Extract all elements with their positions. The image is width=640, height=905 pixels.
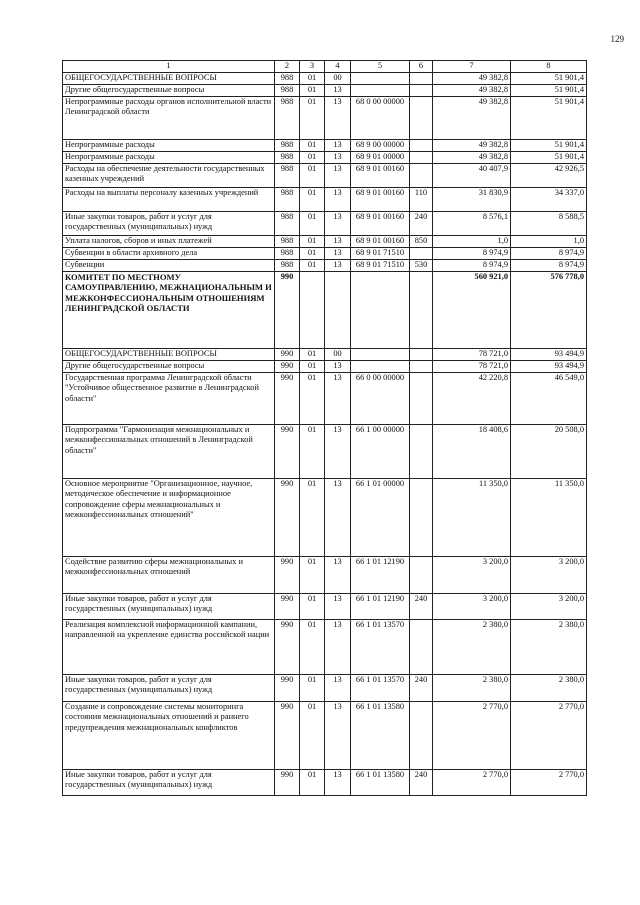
expense-type-cell [410, 478, 433, 556]
subsection-code-cell: 13 [325, 163, 351, 187]
amount-year2-cell: 34 337,0 [511, 187, 587, 211]
row-name-cell: Подпрограмма "Гармонизация межнациональных и межконфессиональных отношений в Ленинградской области" [63, 424, 275, 478]
header-cell: 8 [511, 61, 587, 73]
subsection-code-cell: 00 [325, 348, 351, 360]
target-article-cell: 68 9 00 00000 [351, 139, 410, 151]
section-code-cell: 01 [300, 96, 325, 139]
row-name-cell: ОБЩЕГОСУДАРСТВЕННЫЕ ВОПРОСЫ [63, 72, 275, 84]
table-row [63, 593, 587, 619]
section-code-cell: 01 [300, 478, 325, 556]
target-article-cell: 66 0 00 00000 [351, 372, 410, 424]
amount-year2-cell: 8 974,9 [511, 259, 587, 271]
expense-type-cell [410, 701, 433, 769]
subsection-code-cell: 13 [325, 372, 351, 424]
ministry-code-cell: 990 [275, 360, 300, 372]
table-row [63, 619, 587, 674]
row-name-cell: Основное мероприятие "Организационное, научное, методическое обеспечение и информационное сопровождение сферы межнациональных и межконфессиональных отношений" [63, 478, 275, 556]
ministry-code-cell: 990 [275, 556, 300, 593]
target-article-cell: 68 9 01 71510 [351, 247, 410, 259]
table-row [63, 478, 587, 556]
table-row [63, 271, 587, 348]
section-code-cell [300, 271, 325, 348]
table-row [63, 360, 587, 372]
expense-type-cell [410, 247, 433, 259]
row-name-cell: Непрограммные расходы [63, 139, 275, 151]
ministry-code-cell: 988 [275, 72, 300, 84]
amount-year2-cell: 51 901,4 [511, 72, 587, 84]
row-name-cell: Уплата налогов, сборов и иных платежей [63, 235, 275, 247]
subsection-code-cell: 13 [325, 701, 351, 769]
row-name-cell: Создание и сопровождение системы мониторинга состояния межнациональных отношений и раннего предупреждения межнациональных конфликтов [63, 701, 275, 769]
header-cell: 4 [325, 61, 351, 73]
target-article-cell [351, 271, 410, 348]
target-article-cell: 66 1 01 13570 [351, 674, 410, 701]
table-row [63, 235, 587, 247]
subsection-code-cell: 13 [325, 187, 351, 211]
target-article-cell [351, 348, 410, 360]
table-row [63, 247, 587, 259]
amount-year1-cell: 78 721,0 [433, 348, 511, 360]
amount-year2-cell: 3 200,0 [511, 556, 587, 593]
row-name-cell: Непрограммные расходы органов исполнительной власти Ленинградской области [63, 96, 275, 139]
amount-year1-cell: 2 380,0 [433, 619, 511, 674]
expense-type-cell [410, 151, 433, 163]
ministry-code-cell: 990 [275, 424, 300, 478]
amount-year1-cell: 40 407,9 [433, 163, 511, 187]
ministry-code-cell: 990 [275, 619, 300, 674]
target-article-cell [351, 360, 410, 372]
amount-year1-cell: 31 830,9 [433, 187, 511, 211]
row-name-cell: ОБЩЕГОСУДАРСТВЕННЫЕ ВОПРОСЫ [63, 348, 275, 360]
subsection-code-cell: 13 [325, 84, 351, 96]
subsection-code-cell: 13 [325, 247, 351, 259]
target-article-cell: 68 9 01 00160 [351, 211, 410, 235]
ministry-code-cell: 990 [275, 348, 300, 360]
expense-type-cell [410, 372, 433, 424]
table-row [63, 151, 587, 163]
subsection-code-cell [325, 271, 351, 348]
expense-type-cell: 240 [410, 211, 433, 235]
subsection-code-cell: 13 [325, 769, 351, 795]
subsection-code-cell: 13 [325, 674, 351, 701]
table-row [63, 72, 587, 84]
expense-type-cell [410, 619, 433, 674]
amount-year2-cell: 3 200,0 [511, 593, 587, 619]
amount-year1-cell: 3 200,0 [433, 593, 511, 619]
expense-type-cell: 240 [410, 674, 433, 701]
table-row [63, 84, 587, 96]
header-cell: 5 [351, 61, 410, 73]
row-name-cell: Содействие развитию сферы межнациональных и межконфессиональных отношений [63, 556, 275, 593]
section-code-cell: 01 [300, 72, 325, 84]
section-code-cell: 01 [300, 211, 325, 235]
ministry-code-cell: 988 [275, 247, 300, 259]
ministry-code-cell: 988 [275, 187, 300, 211]
section-code-cell: 01 [300, 372, 325, 424]
row-name-cell: Иные закупки товаров, работ и услуг для государственных (муниципальных) нужд [63, 593, 275, 619]
page-number: 129 [610, 34, 624, 44]
amount-year2-cell: 576 778,0 [511, 271, 587, 348]
amount-year1-cell: 2 770,0 [433, 701, 511, 769]
header-cell: 1 [63, 61, 275, 73]
section-code-cell: 01 [300, 556, 325, 593]
row-name-cell: Другие общегосударственные вопросы [63, 84, 275, 96]
ministry-code-cell: 990 [275, 372, 300, 424]
amount-year1-cell: 8 974,9 [433, 247, 511, 259]
expense-type-cell [410, 424, 433, 478]
target-article-cell: 68 9 01 00160 [351, 235, 410, 247]
row-name-cell: Субвенции [63, 259, 275, 271]
expense-type-cell [410, 556, 433, 593]
target-article-cell [351, 84, 410, 96]
amount-year1-cell: 8 576,1 [433, 211, 511, 235]
amount-year2-cell: 42 926,5 [511, 163, 587, 187]
expense-type-cell: 240 [410, 593, 433, 619]
ministry-code-cell: 988 [275, 235, 300, 247]
expense-type-cell: 240 [410, 769, 433, 795]
header-cell: 7 [433, 61, 511, 73]
table-row [63, 259, 587, 271]
expense-type-cell [410, 139, 433, 151]
expense-type-cell [410, 96, 433, 139]
row-name-cell: Иные закупки товаров, работ и услуг для государственных (муниципальных) нужд [63, 211, 275, 235]
amount-year1-cell: 2 380,0 [433, 674, 511, 701]
row-name-cell: Непрограммные расходы [63, 151, 275, 163]
amount-year1-cell: 3 200,0 [433, 556, 511, 593]
amount-year2-cell: 2 770,0 [511, 769, 587, 795]
section-code-cell: 01 [300, 769, 325, 795]
target-article-cell: 68 9 01 00000 [351, 151, 410, 163]
table-row [63, 556, 587, 593]
row-name-cell: Расходы на обеспечение деятельности государственных казенных учреждений [63, 163, 275, 187]
ministry-code-cell: 990 [275, 769, 300, 795]
amount-year2-cell: 2 380,0 [511, 674, 587, 701]
amount-year1-cell: 78 721,0 [433, 360, 511, 372]
amount-year1-cell: 49 382,8 [433, 96, 511, 139]
target-article-cell [351, 72, 410, 84]
table-row [63, 372, 587, 424]
row-name-cell: КОМИТЕТ ПО МЕСТНОМУ САМОУПРАВЛЕНИЮ, МЕЖНАЦИОНАЛЬНЫМ И МЕЖКОНФЕССИОНАЛЬНЫМ ОТНОШЕНИЯМ ЛЕНИНГРАДСКОЙ ОБЛАСТИ [63, 271, 275, 348]
section-code-cell: 01 [300, 593, 325, 619]
header-cell: 3 [300, 61, 325, 73]
row-name-cell: Иные закупки товаров, работ и услуг для государственных (муниципальных) нужд [63, 769, 275, 795]
table-row [63, 674, 587, 701]
header-row [63, 61, 587, 73]
amount-year2-cell: 2 380,0 [511, 619, 587, 674]
section-code-cell: 01 [300, 163, 325, 187]
target-article-cell: 66 1 01 00000 [351, 478, 410, 556]
budget-table [62, 60, 587, 796]
target-article-cell: 68 9 01 00160 [351, 163, 410, 187]
expense-type-cell: 850 [410, 235, 433, 247]
section-code-cell: 01 [300, 247, 325, 259]
expense-type-cell [410, 360, 433, 372]
target-article-cell: 66 1 01 12190 [351, 593, 410, 619]
ministry-code-cell: 988 [275, 96, 300, 139]
section-code-cell: 01 [300, 360, 325, 372]
table-row [63, 187, 587, 211]
ministry-code-cell: 988 [275, 259, 300, 271]
expense-type-cell: 530 [410, 259, 433, 271]
ministry-code-cell: 988 [275, 163, 300, 187]
subsection-code-cell: 13 [325, 211, 351, 235]
section-code-cell: 01 [300, 259, 325, 271]
ministry-code-cell: 990 [275, 593, 300, 619]
section-code-cell: 01 [300, 84, 325, 96]
row-name-cell: Государственная программа Ленинградской области "Устойчивое общественное развитие в Ленинградской области" [63, 372, 275, 424]
section-code-cell: 01 [300, 235, 325, 247]
subsection-code-cell: 13 [325, 593, 351, 619]
amount-year2-cell: 93 494,9 [511, 348, 587, 360]
row-name-cell: Реализация комплексной информационной кампании, направленной на укрепление единства российской нации [63, 619, 275, 674]
amount-year2-cell: 20 508,0 [511, 424, 587, 478]
section-code-cell: 01 [300, 619, 325, 674]
amount-year1-cell: 49 382,8 [433, 139, 511, 151]
amount-year1-cell: 49 382,8 [433, 72, 511, 84]
target-article-cell: 66 1 00 00000 [351, 424, 410, 478]
subsection-code-cell: 13 [325, 424, 351, 478]
expense-type-cell [410, 84, 433, 96]
amount-year1-cell: 11 350,0 [433, 478, 511, 556]
section-code-cell: 01 [300, 424, 325, 478]
amount-year1-cell: 49 382,8 [433, 151, 511, 163]
ministry-code-cell: 988 [275, 151, 300, 163]
section-code-cell: 01 [300, 187, 325, 211]
amount-year2-cell: 51 901,4 [511, 84, 587, 96]
table-row [63, 211, 587, 235]
ministry-code-cell: 990 [275, 674, 300, 701]
section-code-cell: 01 [300, 151, 325, 163]
row-name-cell: Другие общегосударственные вопросы [63, 360, 275, 372]
expense-type-cell [410, 163, 433, 187]
subsection-code-cell: 13 [325, 139, 351, 151]
expense-type-cell: 110 [410, 187, 433, 211]
amount-year2-cell: 51 901,4 [511, 139, 587, 151]
amount-year2-cell: 2 770,0 [511, 701, 587, 769]
expense-type-cell [410, 271, 433, 348]
table-row [63, 163, 587, 187]
ministry-code-cell: 990 [275, 478, 300, 556]
amount-year2-cell: 51 901,4 [511, 96, 587, 139]
table-row [63, 701, 587, 769]
table-body [63, 72, 587, 795]
header-cell: 2 [275, 61, 300, 73]
target-article-cell: 66 1 01 13570 [351, 619, 410, 674]
target-article-cell: 66 1 01 12190 [351, 556, 410, 593]
target-article-cell: 68 9 01 71510 [351, 259, 410, 271]
amount-year2-cell: 51 901,4 [511, 151, 587, 163]
ministry-code-cell: 990 [275, 271, 300, 348]
subsection-code-cell: 13 [325, 151, 351, 163]
subsection-code-cell: 00 [325, 72, 351, 84]
subsection-code-cell: 13 [325, 235, 351, 247]
amount-year2-cell: 1,0 [511, 235, 587, 247]
table-row [63, 96, 587, 139]
table-row [63, 139, 587, 151]
amount-year1-cell: 560 921,0 [433, 271, 511, 348]
amount-year2-cell: 93 494,9 [511, 360, 587, 372]
expense-type-cell [410, 348, 433, 360]
table-row [63, 348, 587, 360]
target-article-cell: 68 9 01 00160 [351, 187, 410, 211]
section-code-cell: 01 [300, 674, 325, 701]
row-name-cell: Иные закупки товаров, работ и услуг для государственных (муниципальных) нужд [63, 674, 275, 701]
subsection-code-cell: 13 [325, 96, 351, 139]
subsection-code-cell: 13 [325, 259, 351, 271]
ministry-code-cell: 988 [275, 139, 300, 151]
amount-year2-cell: 8 974,9 [511, 247, 587, 259]
table-row [63, 769, 587, 795]
ministry-code-cell: 988 [275, 84, 300, 96]
amount-year1-cell: 8 974,9 [433, 259, 511, 271]
subsection-code-cell: 13 [325, 478, 351, 556]
amount-year1-cell: 18 408,6 [433, 424, 511, 478]
subsection-code-cell: 13 [325, 360, 351, 372]
row-name-cell: Расходы на выплаты персоналу казенных учреждений [63, 187, 275, 211]
section-code-cell: 01 [300, 348, 325, 360]
section-code-cell: 01 [300, 701, 325, 769]
section-code-cell: 01 [300, 139, 325, 151]
ministry-code-cell: 988 [275, 211, 300, 235]
table-row [63, 424, 587, 478]
expense-type-cell [410, 72, 433, 84]
target-article-cell: 66 1 01 13580 [351, 701, 410, 769]
amount-year2-cell: 8 588,5 [511, 211, 587, 235]
amount-year1-cell: 1,0 [433, 235, 511, 247]
target-article-cell: 66 1 01 13580 [351, 769, 410, 795]
amount-year2-cell: 11 350,0 [511, 478, 587, 556]
amount-year1-cell: 2 770,0 [433, 769, 511, 795]
subsection-code-cell: 13 [325, 619, 351, 674]
subsection-code-cell: 13 [325, 556, 351, 593]
ministry-code-cell: 990 [275, 701, 300, 769]
amount-year2-cell: 46 549,0 [511, 372, 587, 424]
amount-year1-cell: 42 220,8 [433, 372, 511, 424]
row-name-cell: Субвенции в области архивного дела [63, 247, 275, 259]
header-cell: 6 [410, 61, 433, 73]
amount-year1-cell: 49 382,8 [433, 84, 511, 96]
target-article-cell: 68 0 00 00000 [351, 96, 410, 139]
